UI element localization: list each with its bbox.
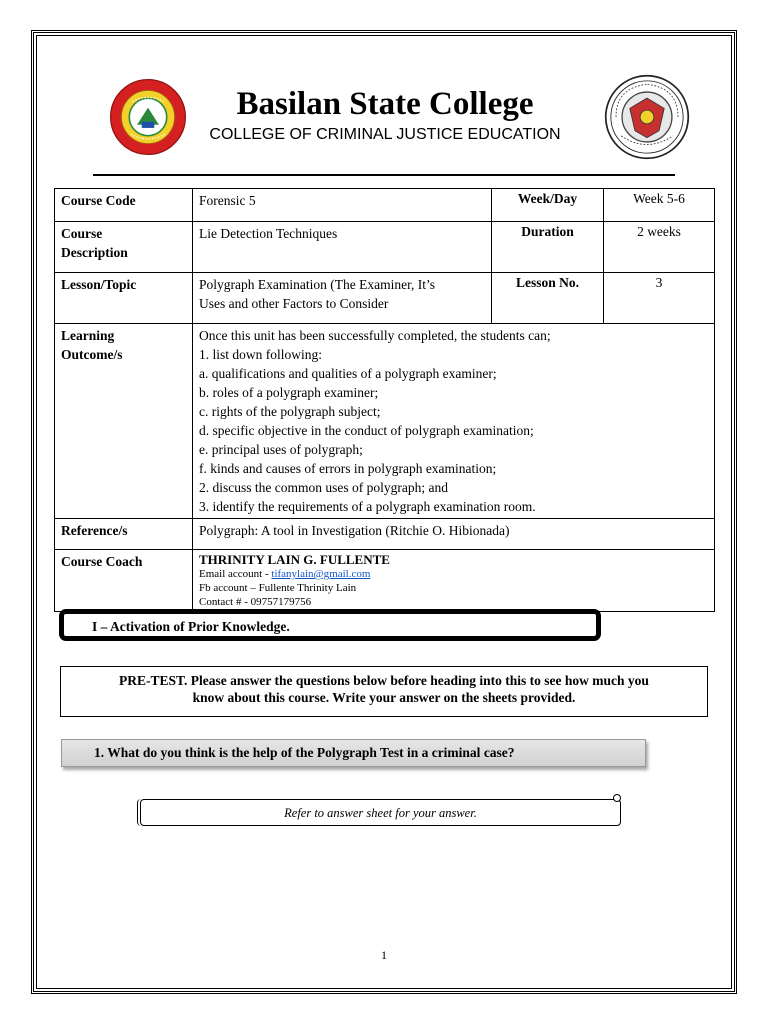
question-banner: 1. What do you think is the help of the Polygraph Test in a criminal case? [61, 739, 646, 767]
list-item: 3. identify the requirements of a polygraph examination room. [199, 499, 536, 514]
course-description-label-line: Course [61, 226, 103, 241]
coach-email-link[interactable]: tifanylain@gmail.com [271, 568, 371, 580]
header-divider [93, 174, 675, 176]
table-row [55, 519, 715, 550]
coach-email-line [199, 567, 708, 581]
pretest-line: know about this course. Write your answer on the sheets provided. [192, 690, 576, 705]
course-coach-details [193, 550, 715, 612]
table-row [55, 222, 715, 273]
college-name: Basilan State College [236, 86, 534, 122]
course-info-table [54, 188, 715, 612]
course-coach-label: Course Coach [55, 550, 193, 612]
college-subtitle: COLLEGE OF CRIMINAL JUSTICE EDUCATION [209, 126, 561, 143]
list-item: c. rights of the polygraph subject; [199, 404, 381, 419]
list-item: 2. discuss the common uses of polygraph; and [199, 480, 448, 495]
coach-name: THRINITY LAIN G. FULLENTE [199, 552, 390, 567]
course-code-label: Course Code [55, 189, 193, 222]
lesson-topic-line: Polygraph Examination (The Examiner, It’s [199, 277, 436, 292]
lesson-topic-label: Lesson/Topic [55, 273, 193, 324]
lesson-no-value: 3 [604, 273, 715, 324]
criminal-justice-seal-logo [604, 74, 690, 160]
course-description-label-line: Description [61, 245, 128, 260]
lesson-topic-value [193, 273, 492, 324]
list-item: a. qualifications and qualities of a polygraph examiner; [199, 366, 497, 381]
lesson-topic-line: Uses and other Factors to Consider [199, 296, 389, 311]
table-row [55, 273, 715, 324]
scroll-curl-right [613, 794, 621, 802]
list-item: f. kinds and causes of errors in polygraph examination; [199, 461, 497, 476]
answer-note-box: Refer to answer sheet for your answer. [140, 799, 621, 826]
list-item: b. roles of a polygraph examiner; [199, 385, 379, 400]
learning-outcomes-label-line: Outcome/s [61, 347, 123, 362]
coach-fb-account: Fb account – Fullente Thrinity Lain [199, 582, 357, 594]
reference-value: Polygraph: A tool in Investigation (Ritchie O. Hibionada) [193, 519, 715, 550]
page-number: 1 [381, 948, 387, 962]
table-row [55, 550, 715, 612]
learning-outcomes-list [193, 324, 715, 519]
coach-email-prefix: Email account - [199, 568, 272, 580]
reference-label: Reference/s [55, 519, 193, 550]
course-description-label [55, 222, 193, 273]
list-item: 1. list down following: [199, 347, 323, 362]
pretest-line: PRE-TEST. Please answer the questions below before heading into this to see how much you [119, 673, 649, 688]
lesson-no-label: Lesson No. [492, 273, 604, 324]
duration-label: Duration [492, 222, 604, 273]
duration-value: 2 weeks [604, 222, 715, 273]
learning-outcomes-label [55, 324, 193, 519]
table-row [55, 324, 715, 519]
list-item: Once this unit has been successfully completed, the students can; [199, 328, 551, 343]
pretest-instructions [60, 666, 708, 717]
coach-contact: Contact # - 09757179756 [199, 596, 312, 608]
table-row [55, 189, 715, 222]
college-seal-logo [109, 78, 187, 156]
week-label: Week/Day [492, 189, 604, 222]
course-code-value: Forensic 5 [193, 189, 492, 222]
list-item: e. principal uses of polygraph; [199, 442, 363, 457]
course-description-value: Lie Detection Techniques [193, 222, 492, 273]
week-value: Week 5-6 [604, 189, 715, 222]
learning-outcomes-label-line: Learning [61, 328, 115, 343]
activation-heading: I – Activation of Prior Knowledge. [59, 609, 601, 641]
list-item: d. specific objective in the conduct of polygraph examination; [199, 423, 534, 438]
